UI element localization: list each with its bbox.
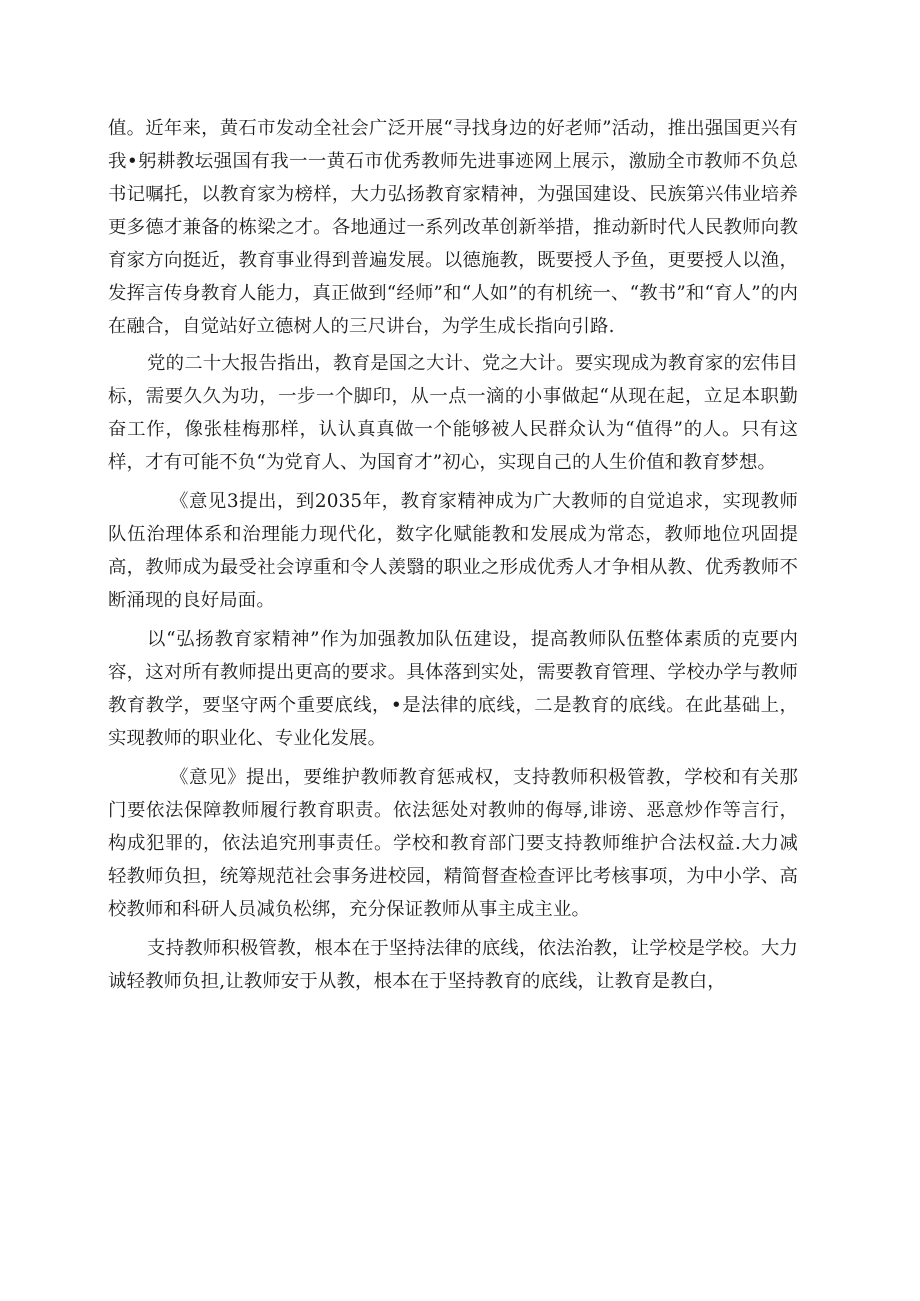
paragraph-6: 支持教师积极管教，根本在于坚持法律的底线，依法治教，让学校是学校。大力诚轻教师负担,让教师安于从教，根本在于坚持教育的底线，让教育是教白， bbox=[108, 938, 798, 992]
paragraph-3: 《意见3提出，到2035年，教育家精神成为广大教师的自觉追求，实现教师队伍治理体系和治理能力现代化，数字化赋能教和发展成为常态，教师地位巩固提高，教师成为最受社会谆重和令人羡翳的职业之形成优秀人才争相从教、优秀教师不断涌现的良好局面。 bbox=[108, 491, 798, 611]
paragraph-4: 以“弘扬教育家精神”作为加强教加队伍建设，提高教师队伍整体素质的克要内容，这对所有教师提出更高的要求。具体落到实处，需要教育管理、学校办学与教师教育教学，要坚守两个重要底线，•是法律的底线，二是教育的底线。在此基础上，实现教师的职业化、专业化发展。 bbox=[108, 629, 798, 749]
paragraph-5: 《意见》提出，要维护教师教育惩戒权，支持教师积极管教，学校和有关那门要依法保障教师履行教育职责。依法惩处对教帅的侮辱,诽谤、恶意炒作等言行，构成犯罪的，依法追究刑事责任。学校和教育部门要支持教师维护合法权益.大力减轻教师负担，统筹规范社会事务进校园，精简督查检查评比考核事项，为中小学、高校教师和科研人员减负松绑，充分保证教师从事主成主业。 bbox=[108, 767, 798, 920]
paragraph-2: 党的二十大报告指出，教育是国之大计、党之大计。要实现成为教育家的宏伟目标，需要久久为功，一步一个脚印，从一点一滴的小事做起“从现在起，立足本职勤奋工作，像张桂梅那样，认认真真做一个能够被人民群众认为“值得”的人。只有这样，才有可能不负“为党育人、为国育才”初心，实现自己的人生价值和教育梦想。 bbox=[108, 353, 798, 473]
document-body bbox=[108, 112, 798, 998]
paragraph-1: 值。近年来，黄石市发动全社会广泛开展“寻找身边的好老师”活动，推出强国更兴有我•躬耕教坛强国有我一一黄石市优秀教师先进事迹网上展示，激励全市教师不负总书记嘱托，以教育家为榜样，大力弘扬教育家精神，为强国建设、民族第兴伟业培养更多德才兼备的栋梁之才。各地通过一系列改革创新举措，推动新时代人民教师向教育家方向挺近，教育事业得到普遍发展。以德施教，既要授人予鱼，更要授人以渔，发挥言传身教育人能力，真正做到“经师”和“人如”的有机统一、“教书”和“育人”的内在融合，自觉站好立德树人的三尺讲台，为学生成长指向引路. bbox=[108, 118, 798, 337]
